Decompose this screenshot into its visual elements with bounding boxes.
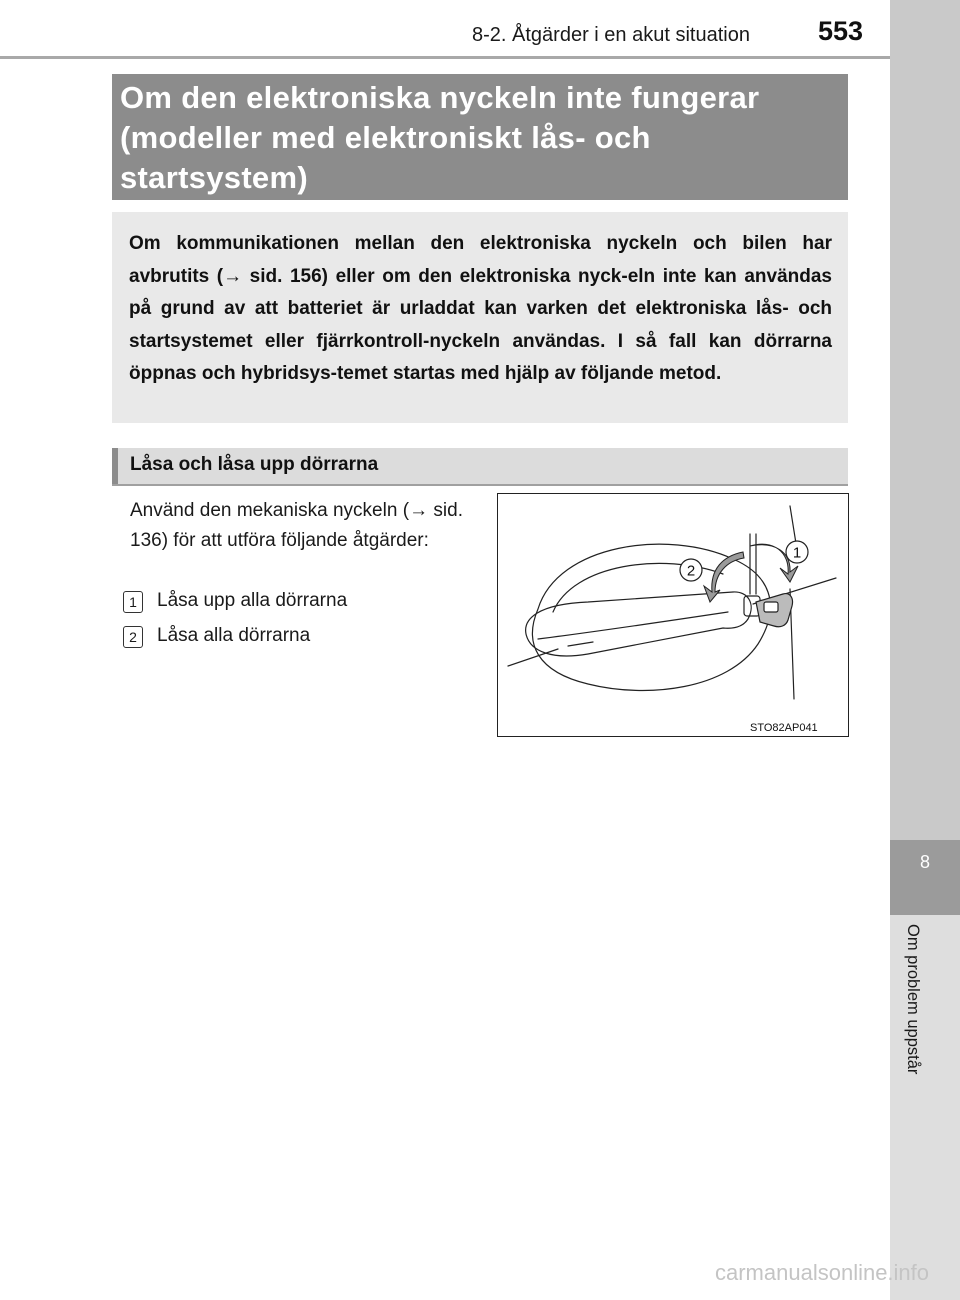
chapter-number: 8 [919,852,930,872]
callout-2-label: 2 [686,562,696,580]
lock-arrow-icon [704,552,744,602]
figure-code: STO82AP041 [750,722,818,734]
body-crease-left [508,649,558,666]
handle-recess [532,544,770,690]
header-rule [0,56,890,59]
step-text: Låsa alla dörrarna [157,625,311,646]
watermark: carmanualsonline.info [715,1260,930,1285]
section-reference: 8-2. Åtgärder i en akut situation [472,24,750,46]
handle-inner-line [538,612,728,639]
side-tab-top [890,0,960,840]
subsection-rule [112,484,848,486]
page-title: Om den elektroniska nyckeln inte fungerar (modeller med elektroniskt lås- och startsystem) [120,80,760,195]
body-text: Använd den mekaniska nyckeln (→ sid. 136) för att utföra följande åtgärder: [130,500,463,551]
key-shaft [750,534,756,594]
step-text: Låsa upp alla dörrarna [157,590,348,611]
key-slot [764,602,778,612]
callout-1-label: 1 [792,544,802,562]
intro-text: Om kommunikationen mellan den elektroniska nyckeln och bilen har avbrutits (→ sid. 156) eller om den elektroniska nyck-eln inte kan användas på grund av att batteriet är urladdat kan varken det elektroniska lås- och startsystemet eller fjärrkontroll-nyckeln användas. I så fall kan dörrarna öppnas och hybridsys-temet startas med hjälp av följande metod. [129,233,832,384]
chapter-title: Om problem uppstår [904,924,922,1075]
step-number-badge: 2 [123,626,143,648]
door-handle-illustration [497,493,849,737]
subsection-title: Låsa och låsa upp dörrarna [130,454,379,475]
handle-detail [568,642,593,646]
step-number-badge: 1 [123,591,143,613]
page-number: 553 [818,16,864,46]
door-handle-drawing [498,494,848,736]
